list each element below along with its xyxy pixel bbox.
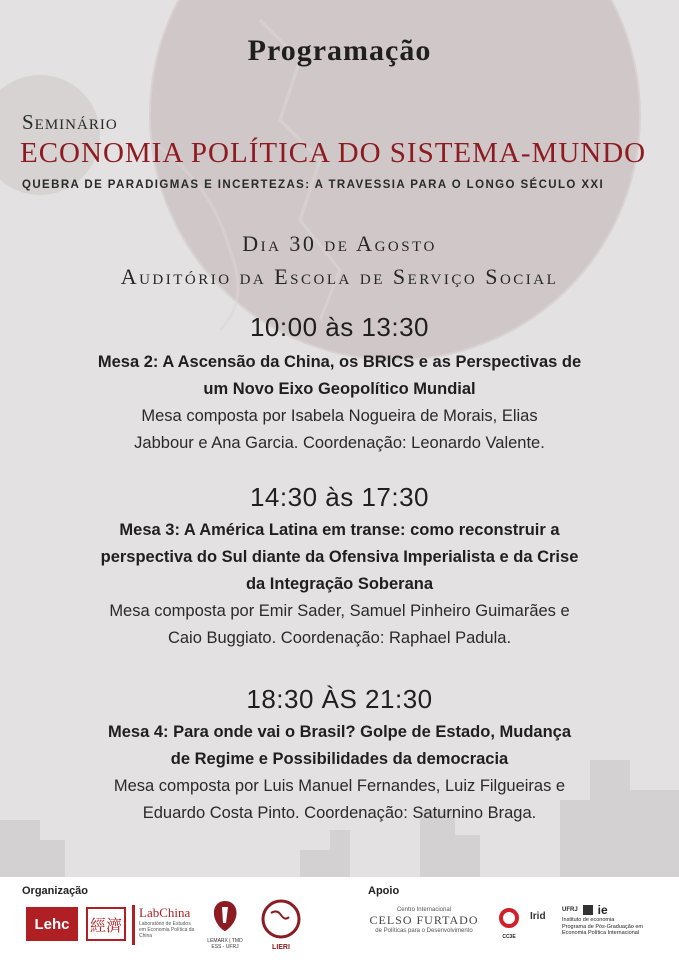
session-title-line: perspectiva do Sul diante da Ofensiva Imperialista e da Crise [100, 548, 579, 566]
sponsor-footer [0, 877, 679, 960]
event-date: Dia 30 de Agosto [242, 231, 437, 256]
session-title-line: Mesa 2: A Ascensão da China, os BRICS e as Perspectivas de [97, 353, 582, 371]
lemarx-label: LEMARX | TMD [207, 938, 243, 944]
page-title: Programação [247, 34, 432, 67]
session-time: 18:30 ÀS 21:30 [246, 684, 433, 714]
session-block [0, 684, 679, 827]
session-block [0, 482, 679, 652]
session-description-line: Mesa composta por Emir Sader, Samuel Pinheiro Guimarães e [109, 602, 570, 620]
ie-line2: Programa de Pós-Graduação em [562, 923, 644, 930]
session-description-line: Jabbour e Ana Garcia. Coordenação: Leonardo Valente. [134, 434, 545, 452]
celso-name: CELSO FURTADO [369, 913, 479, 927]
session-time: 14:30 às 17:30 [249, 482, 430, 512]
celso-sub: de Políticas para o Desenvolvimento [375, 928, 473, 934]
session-title-line: um Novo Eixo Geopolítico Mundial [203, 380, 476, 398]
event-venue: Auditório da Escola de Serviço Social [120, 264, 559, 289]
session-description-line: Mesa composta por Luis Manuel Fernandes, Luiz Filgueiras e [113, 777, 566, 795]
labchina-name: LabChina [139, 905, 191, 920]
lehc-logo: Lehc [26, 907, 78, 941]
session-block [0, 312, 679, 457]
lieri-globe-icon [259, 899, 303, 939]
labchina-sub: Laboratório de Estudos em Economia Política da China [139, 921, 195, 939]
cc3e-ring-icon [498, 907, 520, 929]
cc3e-logo [498, 907, 520, 940]
chinese-seal-logo: 經濟 [86, 907, 126, 941]
irid-logo: Irid [530, 911, 546, 922]
ufrj-label: UFRJ [562, 907, 578, 913]
celso-furtado-logo [362, 907, 486, 934]
lemarx-mark-icon [210, 899, 240, 933]
ie-line1: Instituto de economia [562, 917, 615, 923]
session-title-line: Mesa 3: A América Latina em transe: como reconstruir a [119, 521, 560, 539]
small-globe-shape [0, 75, 100, 195]
session-title-line: Mesa 4: Para onde vai o Brasil? Golpe de Estado, Mudança [107, 723, 572, 741]
ufrj-ie-logo [562, 903, 677, 937]
event-subtitle: QUEBRA DE PARADIGMAS E INCERTEZAS: A TRAVESSIA PARA O LONGO SÉCULO XXI [22, 179, 605, 191]
celso-top: Centro Internacional [396, 907, 452, 913]
ie-label: ie [597, 903, 608, 917]
lemarx-sub: ESS - UFRJ [211, 944, 239, 950]
lemarx-logo [205, 899, 245, 957]
labchina-logo [132, 905, 199, 945]
ie-line3: Economia Política Internacional [562, 930, 640, 936]
session-title-line: da Integração Soberana [245, 575, 434, 593]
session-description-line: Mesa composta por Isabela Nogueira de Morais, Elias [141, 407, 538, 425]
ufrj-emblem-icon [581, 903, 595, 917]
event-name: ECONOMIA POLÍTICA DO SISTEMA-MUNDO [20, 137, 647, 169]
session-description-line: Eduardo Costa Pinto. Coordenação: Saturnino Braga. [142, 804, 537, 822]
cc3e-label: CC3E [502, 934, 516, 940]
session-description-line: Caio Buggiato. Coordenação: Raphael Padula. [167, 629, 512, 647]
lieri-label: LIERI [272, 944, 290, 951]
session-title-line: de Regime e Possibilidades da democracia [170, 750, 509, 768]
apoio-label: Apoio [368, 885, 400, 897]
seminar-label: Seminário [22, 110, 118, 134]
session-time: 10:00 às 13:30 [249, 312, 430, 342]
lieri-logo [252, 899, 310, 955]
organizacao-label: Organização [22, 885, 89, 897]
